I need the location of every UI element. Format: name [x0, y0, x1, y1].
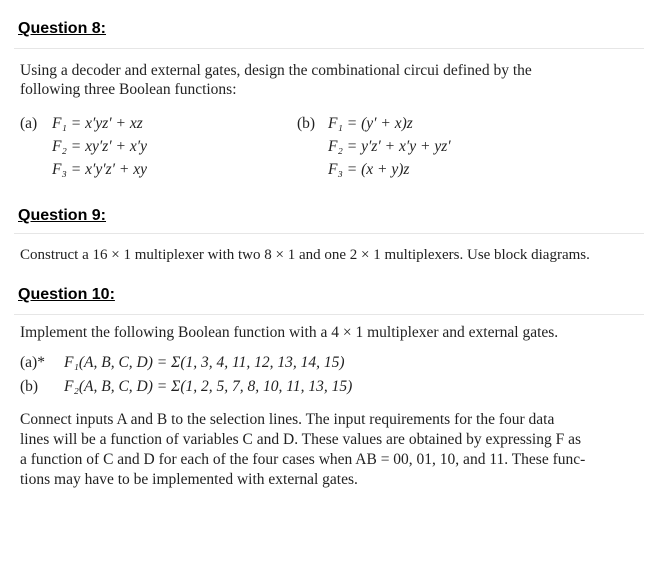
- question-9-heading: Question 9:: [18, 207, 107, 224]
- connect-line-3: a function of C and D for each of the four cases when AB = 00, 01, 10, and 11. These func-: [20, 451, 586, 468]
- q8-b-f1: F₁ = (y′ + x)z: [328, 115, 413, 132]
- divider: [14, 48, 644, 49]
- connect-line-2: lines will be a function of variables C and D. These values are obtained by expressing F as: [20, 431, 582, 448]
- q10-b-function: F₂(A, B, C, D) = Σ(1, 2, 5, 7, 8, 10, 11, 13, 15): [64, 378, 353, 395]
- q10-part-b-label: (b): [20, 378, 39, 395]
- q8-a-f2: F₂ = xy′z′ + x′y: [52, 138, 147, 155]
- connect-line-4: tions may have to be implemented with external gates.: [20, 471, 358, 488]
- question-10-intro: Implement the following Boolean function with a 4 × 1 multiplexer and external gates.: [20, 324, 559, 341]
- divider: [14, 233, 644, 234]
- divider: [14, 314, 644, 315]
- question-8-intro-line-2: following three Boolean functions:: [20, 81, 237, 98]
- q8-b-f2: F₂ = y′z′ + x′y + yz′: [328, 138, 451, 155]
- part-b-label: (b): [297, 115, 316, 132]
- q10-part-a-label: (a)*: [20, 354, 45, 371]
- part-a-label: (a): [20, 115, 38, 132]
- question-9-text: Construct a 16 × 1 multiplexer with two 8 × 1 and one 2 × 1 multiplexers. Use block diagrams.: [20, 247, 590, 263]
- q8-a-f3: F₃ = x′y′z′ + xy: [52, 161, 147, 178]
- q10-a-function: F₁(A, B, C, D) = Σ(1, 3, 4, 11, 12, 13, 14, 15): [64, 354, 345, 371]
- question-10-heading: Question 10:: [18, 286, 115, 303]
- question-8-heading: Question 8:: [18, 20, 107, 37]
- q8-a-f1: F₁ = x′yz′ + xz: [52, 115, 143, 132]
- connect-line-1: Connect inputs A and B to the selection lines. The input requirements for the four data: [20, 411, 555, 428]
- question-8-intro-line-1: Using a decoder and external gates, design the combinational circui defined by the: [20, 62, 532, 79]
- q8-b-f3: F₃ = (x + y)z: [328, 161, 410, 178]
